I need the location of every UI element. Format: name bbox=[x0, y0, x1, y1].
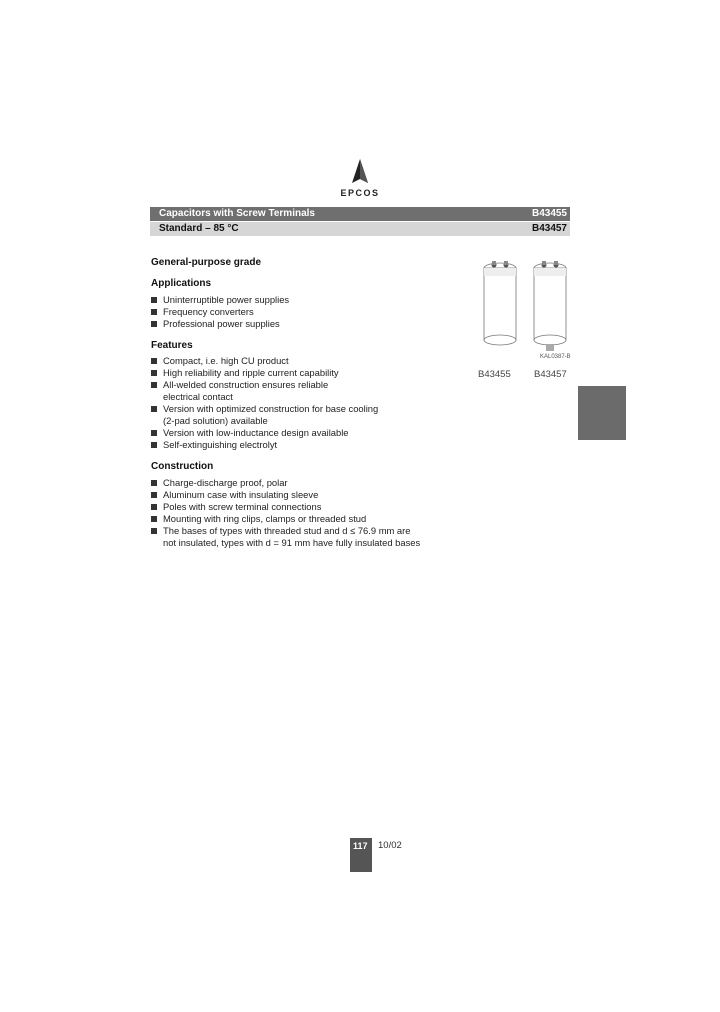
bullet-icon bbox=[151, 370, 157, 376]
bullet-icon bbox=[151, 358, 157, 364]
document-title: Capacitors with Screw Terminals bbox=[159, 208, 315, 219]
label-b43455: B43455 bbox=[478, 369, 511, 380]
bullet-icon bbox=[151, 516, 157, 522]
capacitor-b43457-drawing bbox=[534, 261, 566, 351]
capacitor-drawings bbox=[470, 256, 580, 356]
construction-heading: Construction bbox=[151, 461, 214, 472]
bullet-icon bbox=[151, 528, 157, 534]
side-tab-marker bbox=[578, 386, 626, 440]
bullet-icon bbox=[151, 321, 157, 327]
logo-text: EPCOS bbox=[340, 188, 380, 198]
page-number: 117 bbox=[353, 841, 368, 851]
label-b43457: B43457 bbox=[534, 369, 567, 380]
document-subtitle: Standard – 85 °C bbox=[159, 223, 239, 234]
figure-id: KAL0387-B bbox=[540, 354, 571, 360]
bullet-icon bbox=[151, 492, 157, 498]
subtitle-bar bbox=[150, 222, 570, 236]
bullet-icon bbox=[151, 382, 157, 388]
epcos-logo-icon bbox=[348, 158, 372, 186]
bullet-icon bbox=[151, 297, 157, 303]
capacitor-b43455-drawing bbox=[484, 261, 516, 345]
edition-date: 10/02 bbox=[378, 840, 402, 851]
series-code-b43455: B43455 bbox=[531, 208, 567, 219]
series-code-b43457: B43457 bbox=[531, 223, 567, 234]
grade-heading: General-purpose grade bbox=[151, 257, 262, 268]
title-bar bbox=[150, 207, 570, 221]
bullet-icon bbox=[151, 309, 157, 315]
capacitor-figure bbox=[470, 256, 580, 380]
bullet-icon bbox=[151, 406, 157, 412]
applications-heading: Applications bbox=[151, 278, 212, 289]
bullet-icon bbox=[151, 504, 157, 510]
bullet-icon bbox=[151, 430, 157, 436]
features-heading: Features bbox=[151, 340, 193, 351]
bullet-icon bbox=[151, 480, 157, 486]
bullet-icon bbox=[151, 442, 157, 448]
epcos-logo bbox=[338, 158, 382, 200]
